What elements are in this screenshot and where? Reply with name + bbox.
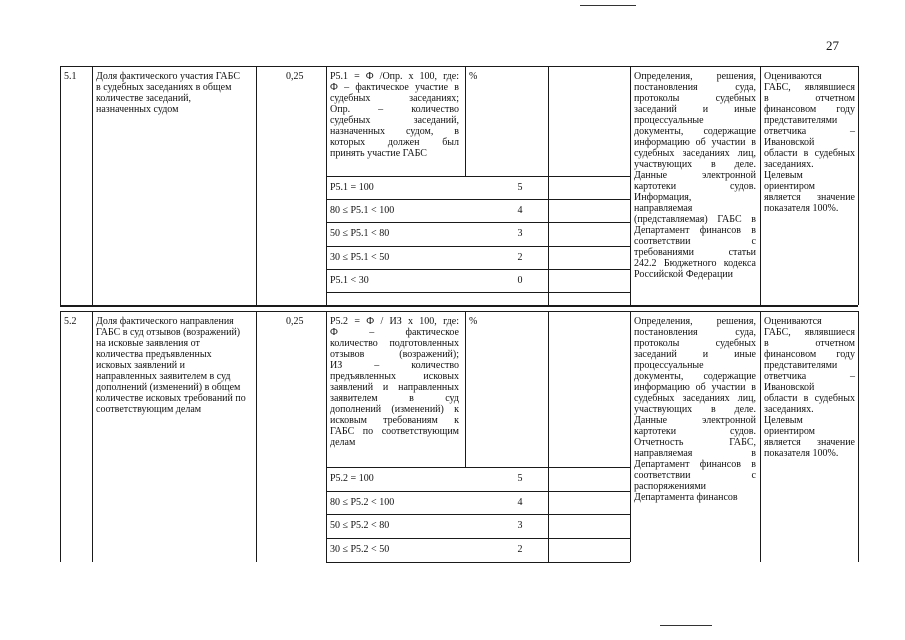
row-1-indicator: Доля фактического участия ГАБС в судебных заседаниях в общем количестве заседаний, назначенных судом: [96, 71, 240, 115]
row-1-score-value: 3: [517, 228, 523, 239]
row-2-weight: 0,25: [286, 316, 304, 327]
row-1-score-hline: [326, 199, 630, 200]
row-2-note-line: заседаниях.: [764, 404, 814, 415]
row-2-source-line: картотеки судов.: [634, 426, 756, 437]
row-1-number: 5.1: [64, 71, 77, 82]
row-2-vline: [326, 311, 327, 562]
row-2-number: 5.2: [64, 316, 77, 327]
row-2-formula-line: отзывов (возражений);: [330, 349, 459, 360]
row-2-top-border: [60, 311, 858, 312]
row-2-score-hline: [326, 538, 630, 539]
row-1-vline: [630, 66, 631, 305]
row-separator: [60, 306, 858, 307]
row-2-score-value: 5: [517, 473, 523, 484]
row-2-vline: [256, 311, 257, 562]
row-1-note-line: финансовом году: [764, 104, 855, 115]
row-1-source-line: (представляемая) ГАБС в: [634, 214, 756, 225]
row-2-source-line: протоколы судебных: [634, 338, 756, 349]
row-1-formula-line: принять участие ГАБС: [330, 148, 427, 159]
row-2-formula-line: дополнений (изменений) к: [330, 404, 459, 415]
row-2-indicator: Доля фактического направления ГАБС в суд отзывов (возражений) на исковые заявления от количества предъявленных исковых заявлений и направленных заявителем в суд дополнений (изменений) в общем количестве исковых требований по соответствующим делам: [96, 316, 246, 415]
row-1-formula-line: Ф – фактическое участие в: [330, 82, 459, 93]
row-1-score-hline: [326, 222, 630, 223]
page-number: 27: [826, 38, 839, 53]
row-2-score-value: 4: [517, 497, 523, 508]
row-1-note-line: в отчетном: [764, 93, 855, 104]
row-2-source-line: заседаний и иные: [634, 349, 756, 360]
row-2-note-line: является значение: [764, 437, 855, 448]
row-1-note-line: является значение: [764, 192, 855, 203]
row-1-note-line: ориентиром: [764, 181, 816, 192]
row-2-source-line: соответствии с: [634, 470, 756, 481]
row-2-score-hline: [326, 467, 630, 468]
row-1-weight: 0,25: [286, 71, 304, 82]
row-2-formula-line: делам: [330, 437, 356, 448]
row-2-score-hline: [326, 491, 630, 492]
row-2-note-line: в отчетном: [764, 338, 855, 349]
row-2-score-condition: 50 ≤ Р5.2 < 80: [330, 520, 390, 531]
row-2-score-value: 2: [517, 544, 523, 555]
row-1-vline-value: [548, 66, 549, 305]
row-1-formula-line: Опр. – количество: [330, 104, 459, 115]
row-1-source-line: картотеки судов.: [634, 181, 756, 192]
row-1-source-line: Данные электронной: [634, 170, 756, 181]
row-1-vline: [92, 66, 93, 305]
row-1-source-line: требованиями статьи: [634, 247, 756, 258]
row-1-source-line: Информация,: [634, 192, 692, 203]
row-2-note-line: показателя 100%.: [764, 448, 839, 459]
row-2-unit: %: [469, 316, 478, 327]
row-2-note-line: Оцениваются: [764, 316, 822, 327]
row-1-source-line: процессуальные: [634, 115, 704, 126]
row-1-formula-line: которых должен был: [330, 137, 459, 148]
row-1-formula-line: судебных заседаниях;: [330, 93, 459, 104]
row-1-source-line: документы, содержащие: [634, 126, 756, 137]
row-1-source-line: постановления суда,: [634, 82, 756, 93]
row-1-source-line: судебных заседаниях лиц,: [634, 148, 756, 159]
row-1-source-line: соответствии с: [634, 236, 756, 247]
row-1-score-value: 0: [517, 275, 523, 286]
row-2-source-line: Данные электронной: [634, 415, 756, 426]
row-2-score-value: 3: [517, 520, 523, 531]
row-1-note-line: представителями: [764, 115, 838, 126]
row-1-score-hline: [326, 269, 630, 270]
row-1-score-condition: Р5.1 < 30: [330, 275, 369, 286]
row-1-formula-line: Р5.1 = Ф /Опр. х 100, где:: [330, 71, 459, 82]
row-2-note-line: области в судебных: [764, 393, 855, 404]
row-1-source-line: Определения, решения,: [634, 71, 756, 82]
row-2-source-line: постановления суда,: [634, 327, 756, 338]
row-1-vline: [858, 66, 859, 305]
row-2-vline: [760, 311, 761, 562]
row-2-formula-line: количество подготовленных: [330, 338, 459, 349]
row-2-formula-line: ИЗ – количество: [330, 360, 459, 371]
row-1-vline: [465, 66, 466, 176]
row-2-score-condition: Р5.2 = 100: [330, 473, 374, 484]
row-2-score-hline: [326, 562, 630, 563]
row-1-source-line: участвующих в деле.: [634, 159, 756, 170]
row-1-score-condition: 30 ≤ Р5.1 < 50: [330, 252, 390, 263]
row-2-source-line: Отчетность ГАБС,: [634, 437, 756, 448]
row-1-source-line: направляемая: [634, 203, 693, 214]
row-2-vline: [92, 311, 93, 562]
row-1-score-hline: [326, 176, 630, 177]
row-1-source-line: 242.2 Бюджетного кодекса: [634, 258, 756, 269]
row-1-vline: [60, 66, 61, 305]
row-1-note-line: ГАБС, являвшиеся: [764, 82, 855, 93]
row-2-formula-line: заявителем в суд: [330, 393, 459, 404]
row-1-formula-line: назначенных судом, в: [330, 126, 459, 137]
row-2-formula-line: предъявленных исковых: [330, 371, 459, 382]
row-2-source-line: Департамент финансов в: [634, 459, 756, 470]
row-2-score-condition: 80 ≤ Р5.2 < 100: [330, 497, 395, 508]
row-1-score-value: 2: [517, 252, 523, 263]
row-1-unit: %: [469, 71, 478, 82]
row-1-score-value: 4: [517, 205, 523, 216]
row-2-note-line: Целевым: [764, 415, 803, 426]
row-2-note-line: ответчика –: [764, 371, 855, 382]
row-1-note-line: показателя 100%.: [764, 203, 839, 214]
row-1-source-line: протоколы судебных: [634, 93, 756, 104]
row-1-score-hline: [326, 246, 630, 247]
row-1-top-border: [60, 66, 858, 67]
row-1-score-hline: [326, 292, 630, 293]
row-1-note-line: Ивановской: [764, 137, 815, 148]
row-1-score-value: 5: [517, 182, 523, 193]
row-1-source-line: информацию об участии в: [634, 137, 756, 148]
scan-mark-bottom: [660, 625, 712, 626]
row-2-note-line: ГАБС, являвшиеся: [764, 327, 855, 338]
row-1-score-condition: Р5.1 = 100: [330, 182, 374, 193]
row-1-source-line: Департамент финансов в: [634, 225, 756, 236]
row-1-source-line: заседаний и иные: [634, 104, 756, 115]
row-1-note-line: Целевым: [764, 170, 803, 181]
row-2-note-line: представителями: [764, 360, 838, 371]
row-2-formula-line: исковым требованиям к: [330, 415, 459, 426]
row-2-vline: [465, 311, 466, 467]
row-2-source-line: распоряжениями: [634, 481, 707, 492]
row-2-source-line: Определения, решения,: [634, 316, 756, 327]
row-2-note-line: ориентиром: [764, 426, 816, 437]
row-2-formula-line: Р5.2 = Ф / ИЗ х 100, где:: [330, 316, 459, 327]
row-1-note-line: области в судебных: [764, 148, 855, 159]
row-2-score-condition: 30 ≤ Р5.2 < 50: [330, 544, 390, 555]
row-2-source-line: документы, содержащие: [634, 371, 756, 382]
row-2-source-line: информацию об участии в: [634, 382, 756, 393]
row-2-vline: [630, 311, 631, 562]
row-1-vline: [760, 66, 761, 305]
row-1-note-line: заседаниях.: [764, 159, 814, 170]
row-1-score-condition: 50 ≤ Р5.1 < 80: [330, 228, 390, 239]
row-2-note-line: финансовом году: [764, 349, 855, 360]
scan-mark-top: [580, 5, 636, 6]
row-2-vline: [60, 311, 61, 562]
row-1-note-line: ответчика –: [764, 126, 855, 137]
row-2-vline: [858, 311, 859, 562]
row-2-source-line: участвующих в деле.: [634, 404, 756, 415]
row-2-formula-line: заявлений и направленных: [330, 382, 459, 393]
row-2-formula-line: ГАБС по соответствующим: [330, 426, 459, 437]
row-2-source-line: направляемая в: [634, 448, 756, 459]
row-2-source-line: судебных заседаниях лиц,: [634, 393, 756, 404]
row-1-vline: [256, 66, 257, 305]
row-2-formula-line: Ф – фактическое: [330, 327, 459, 338]
row-2-source-line: процессуальные: [634, 360, 704, 371]
row-1-note-line: Оцениваются: [764, 71, 822, 82]
row-2-vline-value: [548, 311, 549, 562]
row-2-note-line: Ивановской: [764, 382, 815, 393]
row-2-score-hline: [326, 514, 630, 515]
row-1-formula-line: судебных заседаний,: [330, 115, 459, 126]
row-2-source-line: Департамента финансов: [634, 492, 738, 503]
row-1-source-line: Российской Федерации: [634, 269, 734, 280]
row-1-score-condition: 80 ≤ Р5.1 < 100: [330, 205, 395, 216]
